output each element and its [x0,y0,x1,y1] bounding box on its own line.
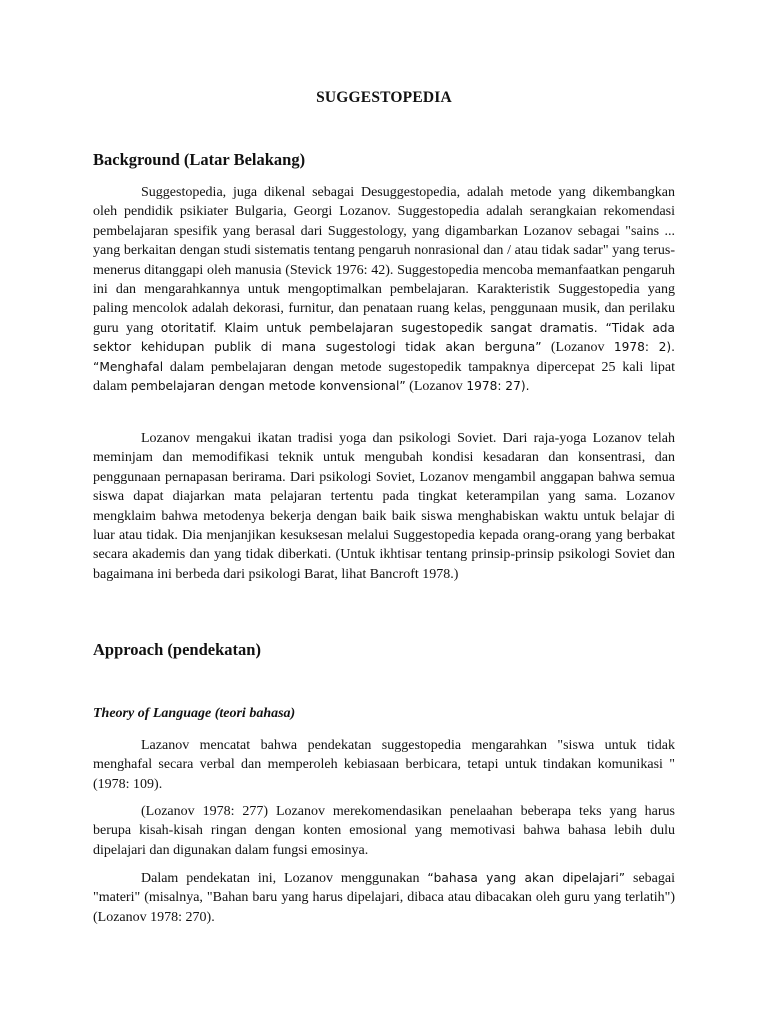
paragraph-text: (Lozanov [405,379,467,395]
paragraph-text-sans: otoritatif. Klaim untuk pembelajaran sugestopedik sangat dramatis. “Tidak ada sektor kehidupan publik di mana sugestologi tidak akan berguna” [93,320,675,355]
heading-approach: Approach (pendekatan) [93,640,261,659]
paragraph-approach-2: (Lozanov 1978: 277) Lozanov merekomendasikan penelaahan beberapa teks yang harus berupa kisah-kisah ringan dengan konten emosional yang memotivasi bahwa bahasa lebih dulu dipelajari dan digunakan dalam fungsi emosinya. [93,804,675,858]
paragraph-background-1 [93,183,675,396]
paragraph-background-2: Lozanov mengakui ikatan tradisi yoga dan psikologi Soviet. Dari raja-yoga Lozanov telah meminjam dan memodifikasi teknik untuk mengubah kondisi kesadaran dan konsentrasi, dan penggunaan pernapasan berirama. Dari psikologi Soviet, Lozanov mengambil anggapan bahwa semua siswa dapat diajarkan mata pelajaran tertentu pada tingkat keterampilan yang sama. Lozanov mengklaim bahwa metodenya bekerja dengan baik baik siswa menghabiskan waktu untuk belajar di luar atau tidak. Dia menjanjikan kesuksesan melalui Suggestopedia kepada orang-orang yang berbakat secara akademis dan yang tidak diberkati. (Untuk ikhtisar tentang prinsip-prinsip psikologi Soviet dan bagaimana ini berbeda dari psikologi Barat, lihat Bancroft 1978.) [93,431,675,582]
paragraph-text-sans: “bahasa yang akan dipelajari” [427,871,626,885]
paragraph-approach-1: Lazanov mencatat bahwa pendekatan suggestopedia mengarahkan "siswa untuk tidak menghafal secara verbal dan memperoleh kebiasaan berbicara, tetapi untuk tindakan komunikasi " (1978: 109). [93,738,675,792]
document-title: SUGGESTOPEDIA [316,89,452,106]
paragraph-text: (Lozanov [541,340,614,356]
paragraph-text: Dalam pendekatan ini, Lozanov menggunakan [141,871,428,886]
paragraph-text-sans: 1978: 2). “Menghafal [93,340,675,374]
paragraph-text-sans: 1978: 27). [466,379,530,394]
paragraph-approach-3 [93,869,675,927]
paragraph-text-sans: pembelajaran dengan metode konvensional” [130,379,406,394]
subheading-theory-of-language: Theory of Language (teori bahasa) [93,706,296,721]
paragraph-text: dalam pembelajaran dengan metode sugestopedik tampaknya dipercepat 25 kali lipat dalam [93,359,675,395]
paragraph-text: sebagai "materi" (misalnya, "Bahan baru yang harus dipelajari, dibaca atau dibacakan oleh guru yang terlatih") (Lozanov 1978: 270). [93,871,676,925]
heading-background: Background (Latar Belakang) [93,150,306,169]
paragraph-text: Suggestopedia, juga dikenal sebagai Desuggestopedia, adalah metode yang dikembangkan oleh pendidik psikiater Bulgaria, Georgi Lozanov. Suggestopedia adalah serangkaian rekomendasi pembelajaran spesifik yang berasal dari Suggestology, yang digambarkan Lozanov sebagai "sains ... yang berkaitan dengan studi sistematis tentang pengaruh nonrasional dan / atau tidak sadar" yang terus-menerus ditanggapi oleh manusia (Stevick 1976: 42). Suggestopedia mencoba memanfaatkan pengaruh ini dan mengarahkannya untuk mengoptimalkan pembelajaran. Karakteristik Suggestopedia yang paling mencolok adalah dekorasi, furnitur, dan penataan ruang kelas, penggunaan musik, dan perilaku guru yang [93,185,675,336]
